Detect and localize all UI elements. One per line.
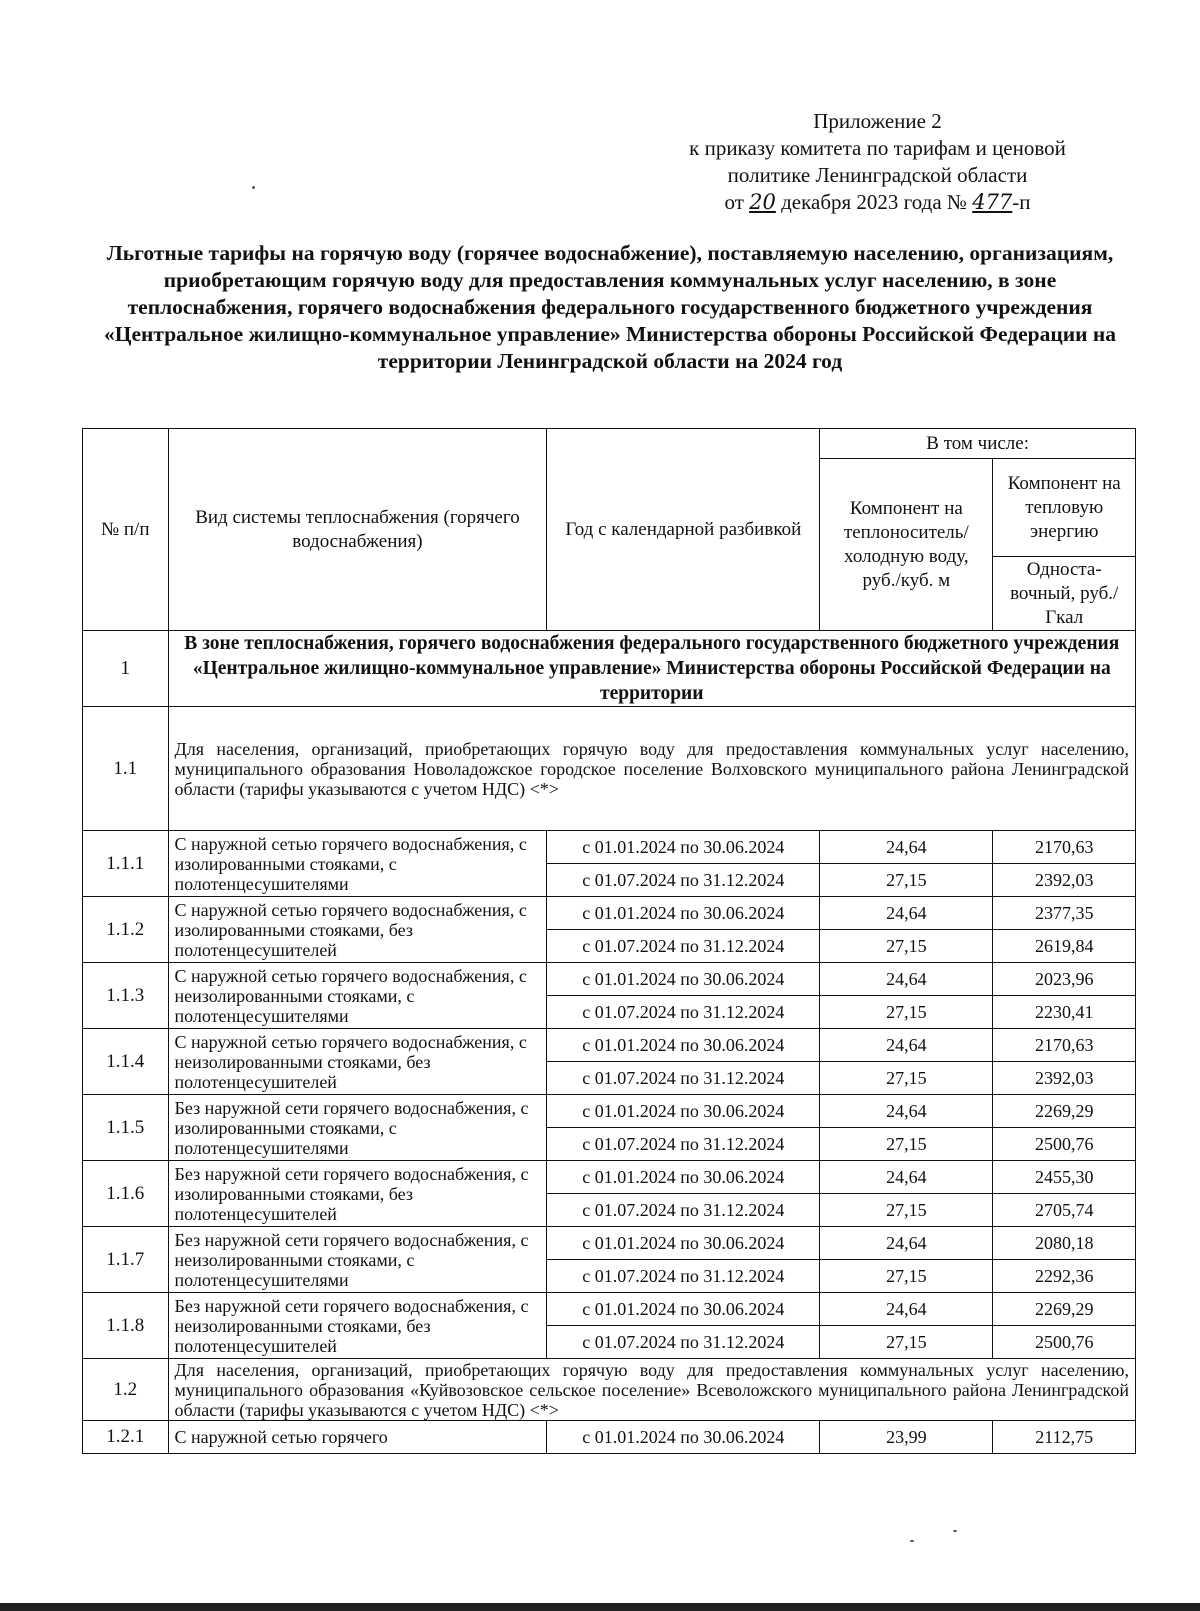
row-heat-value: 2112,75 [993,1421,1136,1454]
row-period: с 01.07.2024 по 31.12.2024 [547,1194,820,1227]
header-year: Год с календарной разбивкой [547,429,820,631]
row-num: 1.1.4 [83,1029,169,1095]
table-row [83,831,1136,864]
table-row [83,897,1136,930]
appendix-date-line [640,189,1115,216]
row-coolant-value: 27,15 [820,1062,993,1095]
row-system-type: С наружной сетью горячего водоснабжения, с изолированными стояками, без полотенцесушителей [168,897,547,963]
row-heat-value: 2619,84 [993,930,1136,963]
row-num: 1.2.1 [83,1421,169,1454]
appendix-committee: политике Ленинградской области [727,163,1028,187]
row-heat-value: 2500,76 [993,1326,1136,1359]
subsection-text: Для населения, организаций, приобретающих горячую воду для предоставления коммунальных услуг населению, муниципального образования «Куйвозовское сельское поселение» Всеволожского муниципального района Ленинградской области (тарифы указываются с учетом НДС) <*> [168,1359,1135,1421]
table-row [83,1293,1136,1326]
row-heat-value: 2170,63 [993,831,1136,864]
row-period: с 01.07.2024 по 31.12.2024 [547,930,820,963]
row-system-type: С наружной сетью горячего водоснабжения, с неизолированными стояками, с полотенцесушителями [168,963,547,1029]
row-period: с 01.01.2024 по 30.06.2024 [547,831,820,864]
row-system-type: С наружной сетью горячего [168,1421,547,1454]
header-including: В том числе: [820,429,1136,459]
row-coolant-value: 24,64 [820,963,993,996]
table-row [83,1029,1136,1062]
table-row [83,1161,1136,1194]
document-title: Льготные тарифы на горячую воду (горячее водоснабжение), поставляемую населению, организациям, приобретающим горячую воду для предоставления коммунальных услуг населению, в зоне теплоснабжения, горячего водоснабжения федерального государственного бюджетного учреждения «Центральное жилищно-коммунальное управление» Министерства обороны Российской Федерации на территории Ленинградской области на 2024 год [103,241,1117,373]
row-system-type: Без наружной сети горячего водоснабжения, с неизолированными стояками, без полотенцесушителей [168,1293,547,1359]
row-period: с 01.01.2024 по 30.06.2024 [547,1161,820,1194]
scan-speck [953,1530,957,1532]
handwritten-order-number: 477 [972,190,1013,214]
row-system-type: С наружной сетью горячего водоснабжения, с неизолированными стояками, без полотенцесушителей [168,1029,547,1095]
subsection-row [83,1359,1136,1421]
row-heat-value: 2080,18 [993,1227,1136,1260]
row-coolant-value: 24,64 [820,1029,993,1062]
section-title: В зоне теплоснабжения, горячего водоснабжения федерального государственного бюджетного учреждения «Центральное жилищно-коммунальное управление» Министерства обороны Российской Федерации на территории [168,631,1135,707]
row-period: с 01.01.2024 по 30.06.2024 [547,1029,820,1062]
section-row [83,631,1136,707]
row-num: 1.1.8 [83,1293,169,1359]
row-num: 1.1.2 [83,897,169,963]
subsection-text: Для населения, организаций, приобретающих горячую воду для предоставления коммунальных услуг населению, муниципального образования Новоладожское городское поселение Волховского муниципального района Ленинградской области (тарифы указываются с учетом НДС) <*> [168,707,1135,831]
subsection-num: 1.2 [83,1359,169,1421]
row-coolant-value: 24,64 [820,897,993,930]
tariff-table [82,428,1136,1454]
row-heat-value: 2377,35 [993,897,1136,930]
row-num: 1.1.5 [83,1095,169,1161]
row-period: с 01.01.2024 по 30.06.2024 [547,1293,820,1326]
order-suffix: -п [1012,190,1031,214]
header-heat-component: Компонент на тепловую энергию [993,459,1136,557]
row-coolant-value: 24,64 [820,1095,993,1128]
row-num: 1.1.3 [83,963,169,1029]
row-coolant-value: 27,15 [820,864,993,897]
row-num: 1.1.1 [83,831,169,897]
section-num: 1 [83,631,169,707]
row-period: с 01.01.2024 по 30.06.2024 [547,1227,820,1260]
subsection-num: 1.1 [83,707,169,831]
row-num: 1.1.6 [83,1161,169,1227]
scan-speck [910,1540,914,1542]
row-heat-value: 2230,41 [993,996,1136,1029]
handwritten-day: 20 [749,190,776,214]
row-heat-value: 2292,36 [993,1260,1136,1293]
row-period: с 01.07.2024 по 31.12.2024 [547,996,820,1029]
table-row [83,1421,1136,1454]
appendix-title: Приложение 2 [813,109,942,133]
row-coolant-value: 27,15 [820,996,993,1029]
row-period: с 01.01.2024 по 30.06.2024 [547,963,820,996]
row-period: с 01.07.2024 по 31.12.2024 [547,864,820,897]
scan-speck [252,186,255,189]
row-heat-value: 2500,76 [993,1128,1136,1161]
date-middle: декабря 2023 года № [781,190,967,214]
row-period: с 01.07.2024 по 31.12.2024 [547,1062,820,1095]
row-coolant-value: 24,64 [820,831,993,864]
row-coolant-value: 27,15 [820,1326,993,1359]
row-heat-value: 2269,29 [993,1293,1136,1326]
row-coolant-value: 27,15 [820,1128,993,1161]
row-heat-value: 2392,03 [993,864,1136,897]
row-coolant-value: 24,64 [820,1227,993,1260]
row-heat-value: 2170,63 [993,1029,1136,1062]
row-period: с 01.07.2024 по 31.12.2024 [547,1326,820,1359]
row-period: с 01.01.2024 по 30.06.2024 [547,1421,820,1454]
row-period: с 01.01.2024 по 30.06.2024 [547,897,820,930]
row-coolant-value: 27,15 [820,1260,993,1293]
appendix-block [640,108,1115,216]
row-coolant-value: 27,15 [820,930,993,963]
header-single-rate: Односта-вочный, руб./Гкал [993,557,1136,631]
appendix-order-ref: к приказу комитета по тарифам и ценовой [689,136,1066,160]
header-system-type: Вид системы теплоснабжения (горячего водоснабжения) [168,429,547,631]
subsection-row [83,707,1136,831]
table-row [83,1095,1136,1128]
header-coolant-component: Компонент на теплоноситель/ холодную воду, руб./куб. м [820,459,993,631]
row-coolant-value: 27,15 [820,1194,993,1227]
table-row [83,1227,1136,1260]
row-system-type: Без наружной сети горячего водоснабжения, с неизолированными стояками, с полотенцесушителями [168,1227,547,1293]
row-coolant-value: 24,64 [820,1293,993,1326]
row-heat-value: 2455,30 [993,1161,1136,1194]
row-system-type: Без наружной сети горячего водоснабжения, с изолированными стояками, с полотенцесушителями [168,1095,547,1161]
row-period: с 01.07.2024 по 31.12.2024 [547,1260,820,1293]
row-heat-value: 2392,03 [993,1062,1136,1095]
scan-edge [0,1603,1200,1611]
row-heat-value: 2269,29 [993,1095,1136,1128]
row-system-type: С наружной сетью горячего водоснабжения, с изолированными стояками, с полотенцесушителями [168,831,547,897]
row-heat-value: 2705,74 [993,1194,1136,1227]
row-coolant-value: 24,64 [820,1161,993,1194]
table-row [83,963,1136,996]
row-heat-value: 2023,96 [993,963,1136,996]
row-coolant-value: 23,99 [820,1421,993,1454]
header-num: № п/п [83,429,169,631]
row-period: с 01.01.2024 по 30.06.2024 [547,1095,820,1128]
row-period: с 01.07.2024 по 31.12.2024 [547,1128,820,1161]
row-num: 1.1.7 [83,1227,169,1293]
date-prefix: от [724,190,744,214]
row-system-type: Без наружной сети горячего водоснабжения, с изолированными стояками, без полотенцесушителей [168,1161,547,1227]
